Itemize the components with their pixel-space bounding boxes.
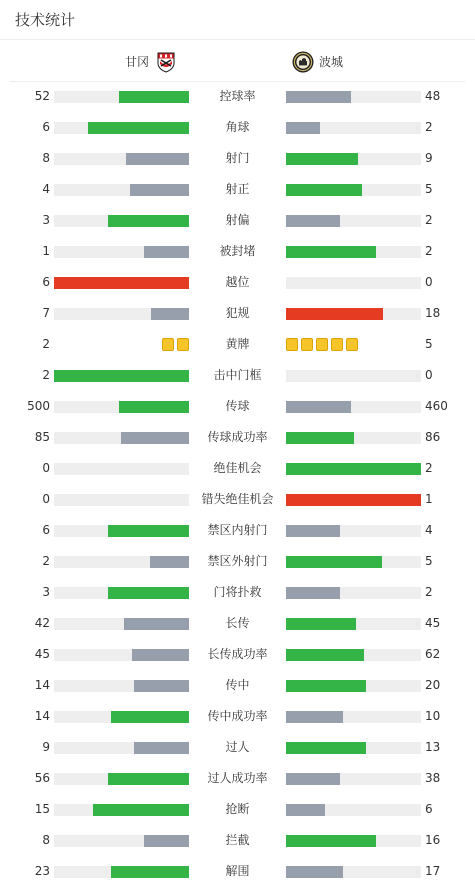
stat-row — [0, 143, 475, 174]
away-stat-value: 45 — [425, 616, 441, 630]
away-stat-bar-fill — [286, 649, 364, 661]
stat-row — [0, 701, 475, 732]
home-stat-value: 3 — [42, 213, 50, 227]
home-stat-bar — [54, 370, 189, 382]
away-stat-value: 38 — [425, 771, 441, 785]
away-stat-bar — [286, 277, 421, 289]
away-stat-value: 13 — [425, 740, 441, 754]
away-stat-value: 6 — [425, 802, 433, 816]
away-stat-value: 62 — [425, 647, 441, 661]
home-stat-bar — [54, 277, 189, 289]
stat-label: 射正 — [225, 182, 250, 196]
home-stat-value: 0 — [42, 492, 50, 506]
away-stat-bar — [286, 680, 421, 692]
away-stat-bar-fill — [286, 525, 340, 537]
home-team-name: 甘冈 — [124, 55, 149, 69]
home-stat-bar-fill — [88, 122, 189, 134]
home-stat-bar — [54, 432, 189, 444]
home-stat-bar-fill — [130, 184, 189, 196]
home-stat-value: 7 — [42, 306, 50, 320]
home-stat-value: 8 — [42, 833, 50, 847]
away-stat-bar — [286, 804, 421, 816]
home-stat-bar — [54, 711, 189, 723]
page-title: 技术统计 — [15, 11, 76, 29]
home-stat-value: 85 — [34, 430, 50, 444]
away-stat-bar-fill — [286, 308, 383, 320]
stat-label: 控球率 — [219, 89, 256, 103]
stat-row — [0, 360, 475, 391]
home-stat-bar — [54, 742, 189, 754]
stat-label: 长传 — [225, 616, 250, 630]
stat-label: 拦截 — [225, 833, 250, 847]
away-stat-bar — [286, 525, 421, 537]
stat-label: 门将扑救 — [213, 585, 262, 599]
away-stat-bar-fill — [286, 184, 362, 196]
away-stat-value: 5 — [425, 337, 433, 351]
home-stat-bar — [54, 494, 189, 506]
away-stat-value: 17 — [425, 864, 441, 878]
home-stat-value: 2 — [42, 554, 50, 568]
away-stat-bar-fill — [286, 401, 351, 413]
away-stat-bar — [286, 587, 421, 599]
home-stat-bar-fill — [124, 618, 189, 630]
stat-label: 黄牌 — [225, 337, 250, 351]
yellow-card-icon — [162, 338, 174, 351]
away-stat-value: 5 — [425, 554, 433, 568]
home-stat-bar-fill — [126, 153, 189, 165]
away-stat-bar-fill — [286, 91, 351, 103]
away-stat-bar — [286, 122, 421, 134]
away-stat-value: 2 — [425, 213, 433, 227]
away-stat-bar-fill — [286, 742, 366, 754]
stat-label: 过人成功率 — [207, 771, 268, 785]
stat-row — [0, 236, 475, 267]
home-stat-bar-fill — [54, 370, 189, 382]
home-stat-bar — [54, 463, 189, 475]
home-stat-value: 6 — [42, 275, 50, 289]
stat-row — [0, 205, 475, 236]
stats-list — [0, 81, 475, 887]
away-stat-bar — [286, 401, 421, 413]
away-stat-bar-fill — [286, 153, 358, 165]
home-stat-value: 3 — [42, 585, 50, 599]
away-stat-value: 4 — [425, 523, 433, 537]
away-stat-value: 0 — [425, 275, 433, 289]
home-stat-bar-fill — [144, 835, 189, 847]
away-stat-value: 16 — [425, 833, 441, 847]
away-stat-value: 2 — [425, 244, 433, 258]
away-stat-bar — [286, 556, 421, 568]
yellow-card-icon — [316, 338, 328, 351]
away-stat-bar — [286, 432, 421, 444]
stat-row — [0, 267, 475, 298]
yellow-card-icon — [331, 338, 343, 351]
away-stat-value: 10 — [425, 709, 441, 723]
home-stat-bar-fill — [144, 246, 189, 258]
stat-row — [0, 174, 475, 205]
away-yellow-cards — [286, 338, 358, 351]
stat-row — [0, 763, 475, 794]
home-stat-bar — [54, 835, 189, 847]
home-stat-bar-fill — [134, 742, 189, 754]
teams-row — [10, 41, 465, 82]
away-stat-bar — [286, 463, 421, 475]
home-stat-bar-fill — [119, 91, 189, 103]
home-team[interactable] — [125, 41, 177, 82]
home-yellow-cards — [162, 338, 189, 351]
pau-fc-crest-icon — [292, 51, 314, 73]
stat-label: 错失绝佳机会 — [201, 492, 274, 506]
stat-row — [0, 577, 475, 608]
away-stat-bar-fill — [286, 618, 356, 630]
away-stat-bar-fill — [286, 804, 325, 816]
stat-row — [0, 81, 475, 112]
stat-label: 传中 — [225, 678, 250, 692]
home-stat-bar — [54, 680, 189, 692]
home-stat-bar — [54, 122, 189, 134]
home-stat-value: 9 — [42, 740, 50, 754]
stat-row — [0, 546, 475, 577]
yellow-card-icon — [346, 338, 358, 351]
home-stat-bar — [54, 804, 189, 816]
away-stat-bar — [286, 153, 421, 165]
home-stat-bar — [54, 587, 189, 599]
away-stat-bar — [286, 215, 421, 227]
home-stat-bar-fill — [134, 680, 189, 692]
home-stat-bar — [54, 866, 189, 878]
page-header — [0, 0, 475, 40]
away-stat-bar-fill — [286, 680, 366, 692]
away-team[interactable] — [292, 41, 343, 82]
away-stat-bar-fill — [286, 215, 340, 227]
home-stat-bar — [54, 184, 189, 196]
home-stat-bar-fill — [132, 649, 189, 661]
home-stat-bar — [54, 556, 189, 568]
stat-label: 角球 — [225, 120, 250, 134]
stat-label: 抢断 — [225, 802, 250, 816]
away-stat-bar — [286, 246, 421, 258]
stat-row — [0, 298, 475, 329]
away-stat-bar — [286, 370, 421, 382]
stat-label: 被封堵 — [219, 244, 256, 258]
stat-row — [0, 391, 475, 422]
stat-label: 犯规 — [225, 306, 250, 320]
home-stat-bar-fill — [108, 525, 189, 537]
away-stat-bar-fill — [286, 835, 376, 847]
away-stat-bar — [286, 773, 421, 785]
stat-label: 长传成功率 — [207, 647, 268, 661]
away-stat-bar — [286, 308, 421, 320]
away-team-name: 波城 — [319, 55, 344, 69]
away-stat-value: 9 — [425, 151, 433, 165]
home-stat-bar — [54, 215, 189, 227]
home-stat-bar-fill — [111, 711, 189, 723]
yellow-card-icon — [286, 338, 298, 351]
stat-row — [0, 453, 475, 484]
stat-row — [0, 329, 475, 360]
away-stat-bar-fill — [286, 432, 354, 444]
away-stat-value: 2 — [425, 120, 433, 134]
away-stat-bar — [286, 835, 421, 847]
home-stat-value: 56 — [34, 771, 50, 785]
stat-label: 禁区外射门 — [207, 554, 268, 568]
away-stat-value: 5 — [425, 182, 433, 196]
home-stat-value: 15 — [34, 802, 50, 816]
away-stat-bar-fill — [286, 866, 343, 878]
home-stat-bar-fill — [54, 277, 189, 289]
stat-label: 射偏 — [225, 213, 250, 227]
home-stat-value: 6 — [42, 120, 50, 134]
yellow-card-icon — [301, 338, 313, 351]
home-stat-bar-fill — [151, 308, 189, 320]
home-stat-value: 45 — [34, 647, 50, 661]
stat-row — [0, 639, 475, 670]
away-stat-bar — [286, 91, 421, 103]
home-stat-value: 52 — [34, 89, 50, 103]
away-stat-bar-fill — [286, 463, 421, 475]
away-stat-bar — [286, 618, 421, 630]
away-stat-bar — [286, 494, 421, 506]
stat-label: 击中门框 — [213, 368, 262, 382]
stat-label: 越位 — [225, 275, 250, 289]
stat-row — [0, 825, 475, 856]
away-stat-value: 0 — [425, 368, 433, 382]
home-stat-value: 1 — [42, 244, 50, 258]
home-stat-value: 23 — [34, 864, 50, 878]
stat-row — [0, 856, 475, 887]
away-stat-bar-fill — [286, 494, 421, 506]
stat-label: 解围 — [225, 864, 250, 878]
home-stat-bar — [54, 308, 189, 320]
away-stat-value: 2 — [425, 585, 433, 599]
stat-label: 绝佳机会 — [213, 461, 262, 475]
home-stat-bar-fill — [121, 432, 189, 444]
away-stat-value: 18 — [425, 306, 441, 320]
stat-row — [0, 112, 475, 143]
home-stat-bar — [54, 153, 189, 165]
stat-label: 禁区内射门 — [207, 523, 268, 537]
stat-row — [0, 732, 475, 763]
stat-row — [0, 422, 475, 453]
home-stat-value: 2 — [42, 337, 50, 351]
guingamp-crest-icon — [155, 51, 177, 73]
away-stat-bar — [286, 184, 421, 196]
home-stat-bar-fill — [108, 773, 189, 785]
away-stat-bar-fill — [286, 711, 343, 723]
away-stat-bar-fill — [286, 556, 382, 568]
away-stat-value: 20 — [425, 678, 441, 692]
yellow-card-icon — [177, 338, 189, 351]
stat-row — [0, 515, 475, 546]
home-stat-bar-fill — [93, 804, 189, 816]
stat-label: 过人 — [225, 740, 250, 754]
home-stat-bar-fill — [119, 401, 189, 413]
home-stat-bar — [54, 618, 189, 630]
home-stat-bar — [54, 246, 189, 258]
home-stat-bar — [54, 401, 189, 413]
home-stat-value: 500 — [27, 399, 50, 413]
stat-row — [0, 794, 475, 825]
home-stat-bar — [54, 649, 189, 661]
away-stat-value: 460 — [425, 399, 448, 413]
stat-label: 射门 — [225, 151, 250, 165]
home-stat-value: 42 — [34, 616, 50, 630]
home-stat-value: 0 — [42, 461, 50, 475]
home-stat-value: 6 — [42, 523, 50, 537]
away-stat-value: 2 — [425, 461, 433, 475]
home-stat-value: 8 — [42, 151, 50, 165]
away-stat-bar-fill — [286, 246, 376, 258]
home-stat-bar — [54, 525, 189, 537]
home-stat-bar-fill — [111, 866, 189, 878]
away-stat-bar-fill — [286, 587, 340, 599]
stat-label: 传球 — [225, 399, 250, 413]
home-stat-value: 2 — [42, 368, 50, 382]
home-stat-value: 14 — [34, 709, 50, 723]
away-stat-bar — [286, 649, 421, 661]
stat-label: 传中成功率 — [207, 709, 268, 723]
away-stat-value: 86 — [425, 430, 441, 444]
away-stat-bar — [286, 866, 421, 878]
home-stat-bar-fill — [108, 215, 189, 227]
stat-row — [0, 608, 475, 639]
away-stat-value: 48 — [425, 89, 441, 103]
home-stat-value: 4 — [42, 182, 50, 196]
away-stat-bar-fill — [286, 773, 340, 785]
away-stat-bar — [286, 711, 421, 723]
home-stat-value: 14 — [34, 678, 50, 692]
away-stat-value: 1 — [425, 492, 433, 506]
stat-label: 传球成功率 — [207, 430, 268, 444]
away-stat-bar-fill — [286, 122, 320, 134]
home-stat-bar-fill — [108, 587, 189, 599]
home-stat-bar — [54, 91, 189, 103]
away-stat-bar — [286, 742, 421, 754]
home-stat-bar-fill — [150, 556, 189, 568]
home-stat-bar — [54, 773, 189, 785]
stat-row — [0, 670, 475, 701]
stat-row — [0, 484, 475, 515]
